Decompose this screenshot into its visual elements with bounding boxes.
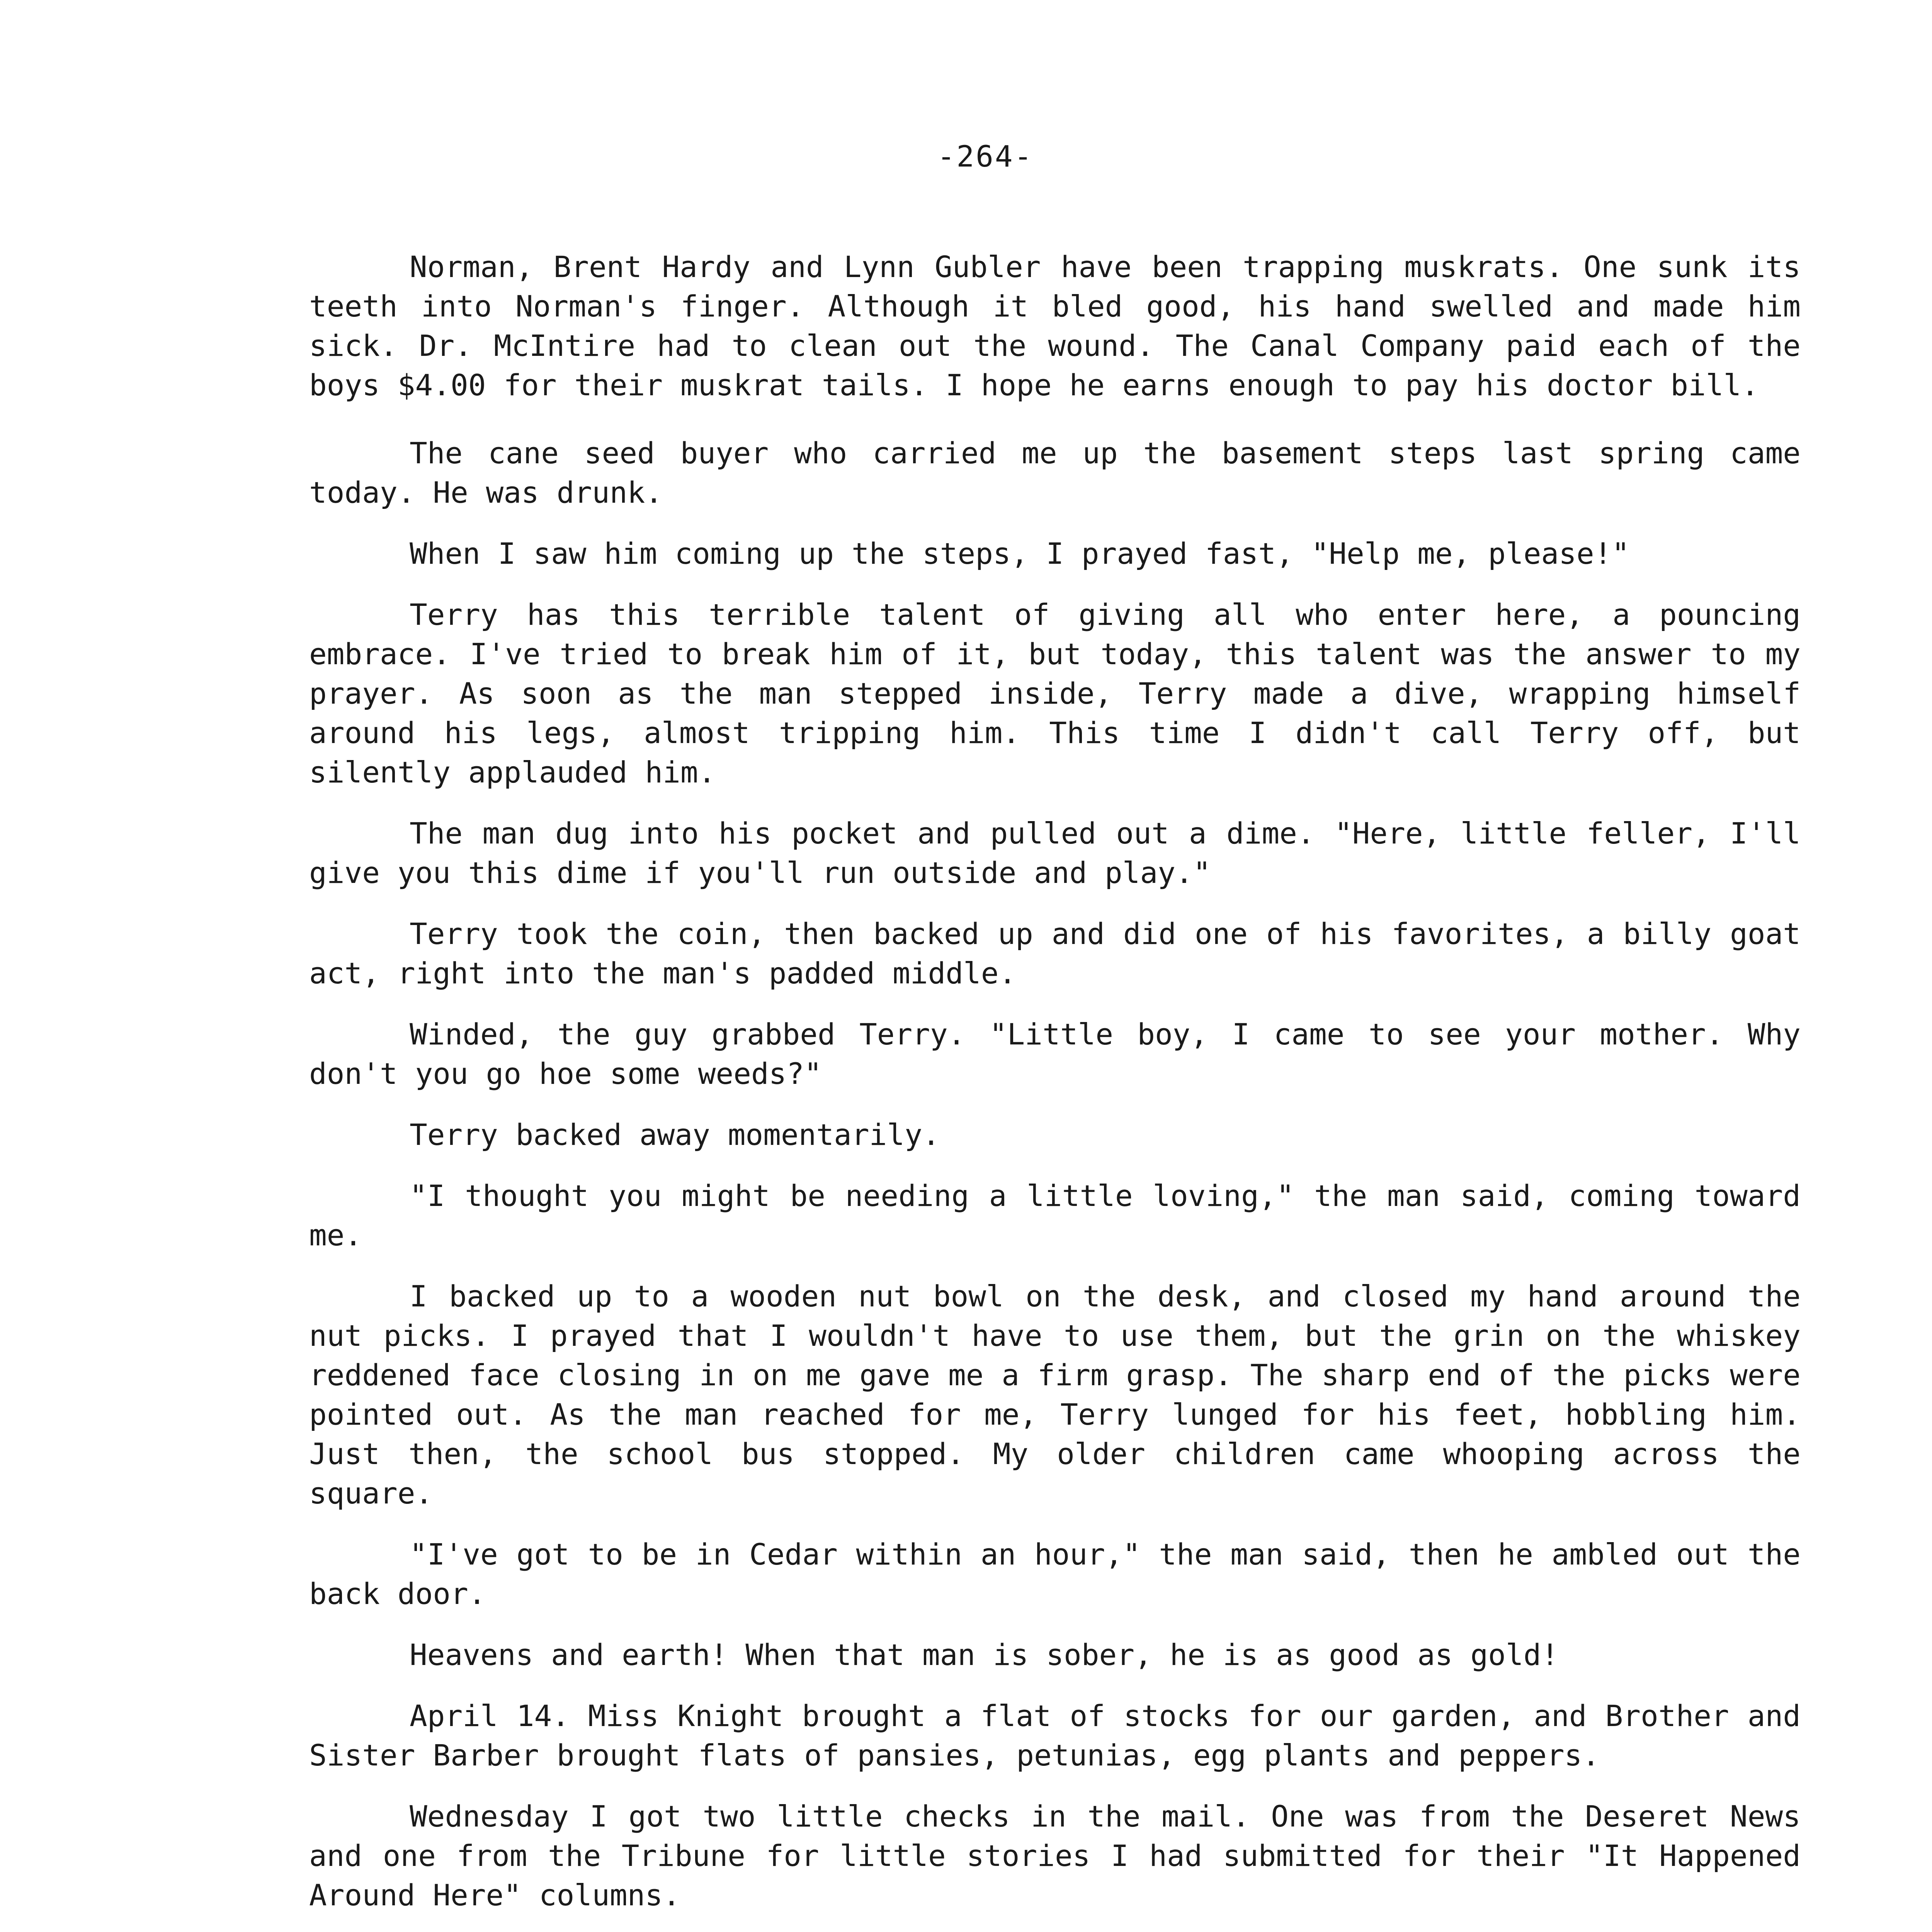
- page-number: -264-: [937, 139, 1034, 173]
- body-text: [309, 247, 1801, 1932]
- paragraph-nut-picks: I backed up to a wooden nut bowl on the desk, and closed my hand around the nut picks. I prayed that I wouldn't have to use them, but the grin on the whiskey reddened face closing in on me gave me a firm grasp. The sharp end of the picks were pointed out. As the man reached for me, Terry lunged for his feet, hobbling him. Just then, the school bus stopped. My older children came whooping across the square.: [309, 1279, 1801, 1510]
- paragraph-april-14: April 14. Miss Knight brought a flat of stocks for our garden, and Brother and Sister Barber brought flats of pansies, petunias, egg plants and peppers.: [309, 1699, 1801, 1772]
- paragraph-muskrats: Norman, Brent Hardy and Lynn Gubler have been trapping muskrats. One sunk its teeth into Norman's finger. Although it bled good, his hand swelled and made him sick. Dr. McIntire had to clean out the wound. The Canal Company paid each of the boys $4.00 for their muskrat tails. I hope he earns enough to pay his doctor bill.: [309, 250, 1801, 402]
- paragraph-loving: "I thought you might be needing a little loving," the man said, coming toward me.: [309, 1179, 1801, 1252]
- paragraph-dime: The man dug into his pocket and pulled out a dime. "Here, little feller, I'll give you this dime if you'll run outside and play.": [309, 816, 1801, 890]
- paragraph-checks: Wednesday I got two little checks in the mail. One was from the Deseret News and one from the Tribune for little stories I had submitted for their "It Happened Around Here" columns.: [309, 1799, 1801, 1912]
- paragraph-backed-away: Terry backed away momentarily.: [410, 1117, 940, 1152]
- paragraph-heavens: Heavens and earth! When that man is sober, he is as good as gold!: [410, 1638, 1559, 1672]
- paragraph-billy-goat: Terry took the coin, then backed up and did one of his favorites, a billy goat act, right into the man's padded middle.: [309, 917, 1801, 990]
- paragraph-winded: Winded, the guy grabbed Terry. "Little boy, I came to see your mother. Why don't you go hoe some weeds?": [309, 1017, 1801, 1091]
- paragraph-prayer: When I saw him coming up the steps, I prayed fast, "Help me, please!": [410, 536, 1630, 571]
- paragraph-cane-seed-buyer: The cane seed buyer who carried me up the basement steps last spring came today. He was drunk.: [309, 436, 1801, 510]
- paragraph-terry-embrace: Terry has this terrible talent of giving all who enter here, a pouncing embrace. I've tried to break him of it, but today, this talent was the answer to my prayer. As soon as the man stepped inside, Terry made a dive, wrapping himself around his legs, almost tripping him. This time I didn't call Terry off, but silently applauded him.: [309, 597, 1801, 789]
- paragraph-cedar: "I've got to be in Cedar within an hour," the man said, then he ambled out the back door.: [309, 1537, 1801, 1611]
